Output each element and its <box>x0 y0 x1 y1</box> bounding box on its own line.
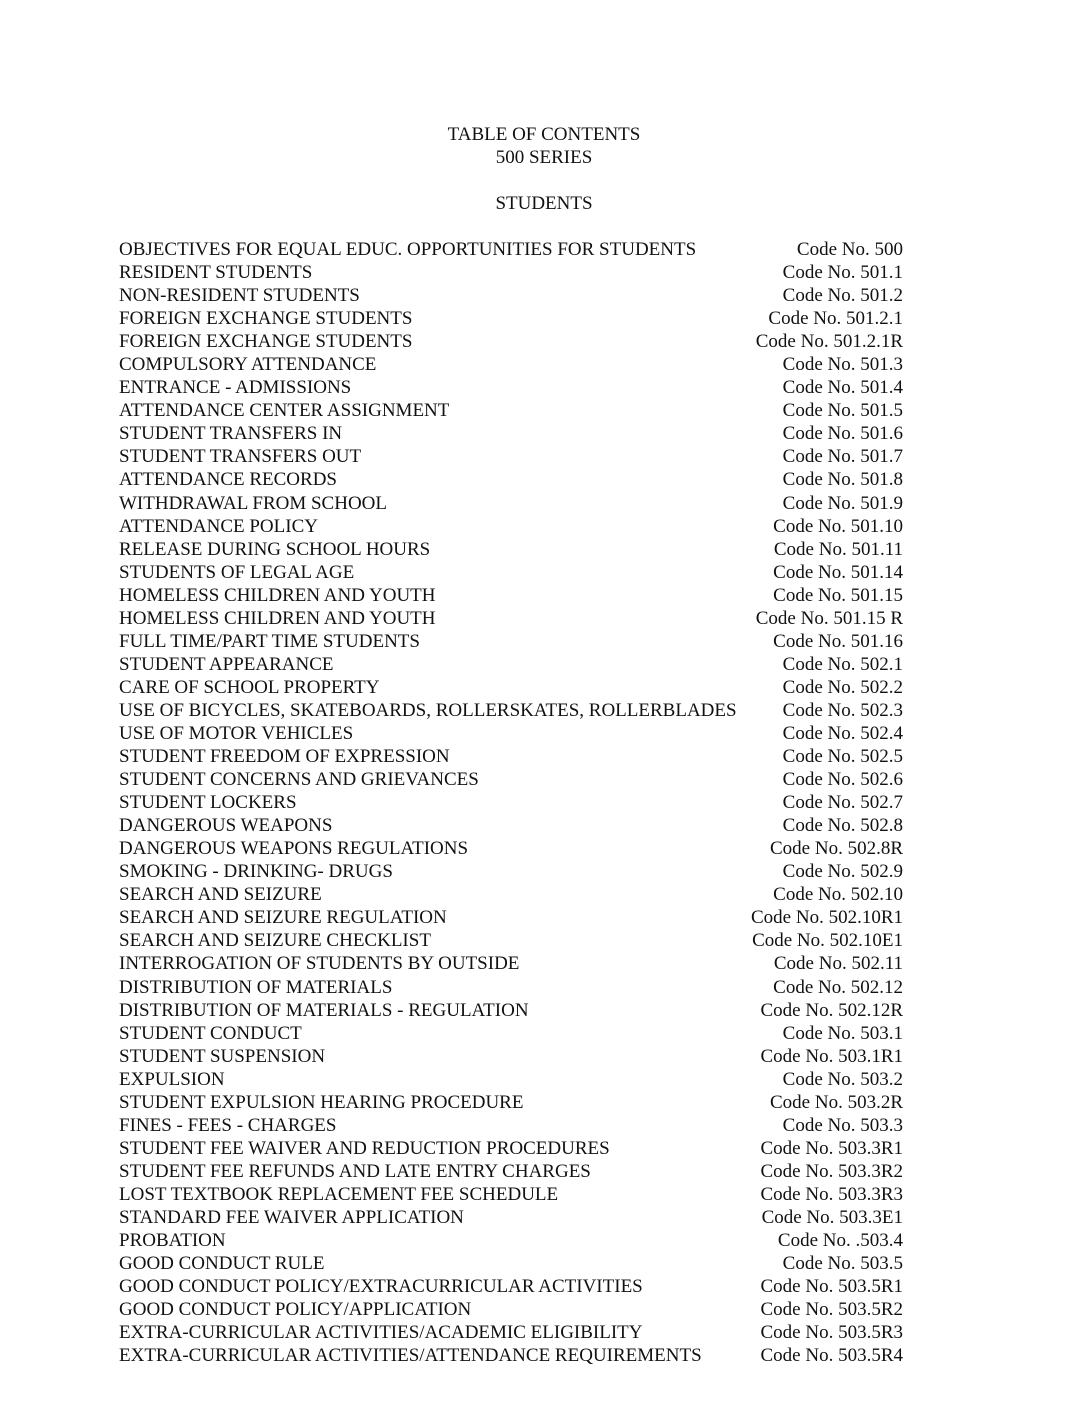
toc-entry-code: Code No. 503.3R2 <box>760 1160 903 1182</box>
toc-entry-title: LOST TEXTBOOK REPLACEMENT FEE SCHEDULE <box>119 1183 559 1205</box>
toc-entry-code: Code No. 503.3R1 <box>760 1137 903 1159</box>
toc-entry-title: ATTENDANCE CENTER ASSIGNMENT <box>119 400 450 422</box>
toc-entry-title: COMPULSORY ATTENDANCE <box>119 354 377 376</box>
toc-entry-code: Code No. 502.12R <box>760 999 903 1021</box>
toc-entry-code: Code No. 501.14 <box>773 561 903 583</box>
toc-entry-code: Code No. 502.3 <box>782 699 903 721</box>
toc-entry <box>119 307 903 330</box>
toc-entry-code: Code No. 501.4 <box>782 377 903 399</box>
toc-entry-title: ENTRANCE - ADMISSIONS <box>119 377 352 399</box>
toc-entry-title: STUDENT LOCKERS <box>119 792 297 814</box>
toc-entry <box>119 1344 903 1367</box>
toc-entry-code: Code No. 501.15 R <box>755 607 903 629</box>
toc-entry-code: Code No. 502.10R1 <box>751 907 903 929</box>
toc-entry-title: HOMELESS CHILDREN AND YOUTH <box>119 584 436 606</box>
toc-entry-title: EXPULSION <box>119 1068 225 1090</box>
toc-entry-title: ATTENDANCE RECORDS <box>119 469 337 491</box>
toc-entry-title: USE OF BICYCLES, SKATEBOARDS, ROLLERSKATES, ROLLERBLADES <box>119 699 737 721</box>
toc-entry-title: NON-RESIDENT STUDENTS <box>119 285 360 307</box>
toc-entry-title: SEARCH AND SEIZURE CHECKLIST <box>119 930 431 952</box>
toc-entry <box>119 1183 903 1206</box>
toc-entry <box>119 422 903 445</box>
toc-entry-title: STUDENT FREEDOM OF EXPRESSION <box>119 746 450 768</box>
toc-entry-code: Code No. 501.3 <box>782 354 903 376</box>
toc-entry-title: FULL TIME/PART TIME STUDENTS <box>119 630 420 652</box>
toc-entry-title: STUDENT TRANSFERS IN <box>119 423 343 445</box>
toc-entry-title: DANGEROUS WEAPONS <box>119 815 333 837</box>
toc-entry-code: Code No. 501.7 <box>782 446 903 468</box>
toc-entry <box>119 1091 903 1114</box>
toc-entry <box>119 676 903 699</box>
toc-entry <box>119 1045 903 1068</box>
toc-entry-code: Code No. 501.10 <box>773 515 903 537</box>
toc-entry-code: Code No. 501.6 <box>782 423 903 445</box>
toc-entry-code: Code No. 501.2.1 <box>768 308 903 330</box>
toc-entry-title: FOREIGN EXCHANGE STUDENTS <box>119 331 413 353</box>
toc-entry-title: STUDENT CONDUCT <box>119 1022 302 1044</box>
toc-entry-code: Code No. 501.9 <box>782 492 903 514</box>
toc-entry-code: Code No. 502.1 <box>782 653 903 675</box>
toc-entry-code: Code No. 503.1 <box>782 1022 903 1044</box>
toc-entry <box>119 445 903 468</box>
toc-entry-code: Code No. 501.11 <box>773 538 903 560</box>
toc-entry <box>119 238 903 261</box>
section-heading: STUDENTS <box>495 193 593 214</box>
toc-entry <box>119 837 903 860</box>
toc-entry-title: OBJECTIVES FOR EQUAL EDUC. OPPORTUNITIES FOR STUDENTS <box>119 239 697 260</box>
toc-entry <box>119 1229 903 1252</box>
toc-entry-title: STUDENT EXPULSION HEARING PROCEDURE <box>119 1091 524 1113</box>
toc-entry-code: Code No. 502.7 <box>782 792 903 814</box>
toc-entry <box>119 330 903 353</box>
toc-entry-code: Code No. 501.8 <box>782 469 903 491</box>
toc-entry-title: DISTRIBUTION OF MATERIALS <box>119 976 393 998</box>
toc-entry <box>119 1160 903 1183</box>
toc-entry-code: Code No. 503.1R1 <box>760 1045 903 1067</box>
series-heading: 500 SERIES <box>495 147 593 168</box>
toc-entry-code: Code No. 502.10 <box>773 884 903 906</box>
toc-entry <box>119 1206 903 1229</box>
toc-entry <box>119 976 903 999</box>
toc-entry-code: Code No. 502.9 <box>782 861 903 883</box>
toc-entry-code: Code No. 502.8R <box>770 838 903 860</box>
toc-entry-title: STUDENT FEE REFUNDS AND LATE ENTRY CHARGES <box>119 1160 591 1182</box>
toc-entry-code: Code No. 503.2R <box>770 1091 903 1113</box>
toc-entry-title: GOOD CONDUCT POLICY/EXTRACURRICULAR ACTIVITIES <box>119 1276 643 1298</box>
toc-entry-code: Code No. 503.3R3 <box>760 1183 903 1205</box>
toc-entry <box>119 492 903 515</box>
toc-entry-title: HOMELESS CHILDREN AND YOUTH <box>119 607 436 629</box>
toc-entry <box>119 1022 903 1045</box>
toc-entry-code: Code No. 503.3 <box>782 1114 903 1136</box>
toc-entry-code: Code No. 503.5R4 <box>760 1345 903 1367</box>
toc-entry-title: EXTRA-CURRICULAR ACTIVITIES/ACADEMIC ELIGIBILITY <box>119 1322 643 1344</box>
toc-entry-title: FINES - FEES - CHARGES <box>119 1114 337 1136</box>
toc-entry <box>119 929 903 952</box>
toc-entry <box>119 722 903 745</box>
toc-entry <box>119 353 903 376</box>
toc-entry-code: Code No. 502.10E1 <box>752 930 903 952</box>
toc-entry-title: SEARCH AND SEIZURE <box>119 884 322 906</box>
toc-entry <box>119 999 903 1022</box>
toc-entry-code: Code No. 501.2.1R <box>755 331 903 353</box>
toc-entry <box>119 745 903 768</box>
toc-entry-title: WITHDRAWAL FROM SCHOOL <box>119 492 387 514</box>
toc-entry-title: STUDENT APPEARANCE <box>119 653 334 675</box>
toc-entry-title: GOOD CONDUCT RULE <box>119 1253 325 1275</box>
toc-entry-code: Code No. 503.5R3 <box>760 1322 903 1344</box>
toc-entry-title: STUDENT TRANSFERS OUT <box>119 446 362 468</box>
toc-entry-title: EXTRA-CURRICULAR ACTIVITIES/ATTENDANCE REQUIREMENTS <box>119 1345 702 1367</box>
toc-entry <box>119 814 903 837</box>
toc-entry <box>119 1252 903 1275</box>
toc-entry-title: RELEASE DURING SCHOOL HOURS <box>119 538 431 560</box>
toc-entry-code: Code No. 502.11 <box>773 953 903 975</box>
toc-entry <box>119 399 903 422</box>
toc-entry <box>119 538 903 561</box>
toc-entry <box>119 952 903 975</box>
toc-entry <box>119 906 903 929</box>
toc-entry <box>119 653 903 676</box>
toc-entry-code: Code No. 502.12 <box>773 976 903 998</box>
toc-entry-title: ATTENDANCE POLICY <box>119 515 318 537</box>
toc-entry-code: Code No. 501.1 <box>782 262 903 284</box>
toc-entry-title: DISTRIBUTION OF MATERIALS - REGULATION <box>119 999 529 1021</box>
toc-entry <box>119 1068 903 1091</box>
toc-entry <box>119 376 903 399</box>
toc-entry-code: Code No. 503.5R1 <box>760 1276 903 1298</box>
toc-entry-code: Code No. 500 <box>796 239 903 260</box>
toc-entry <box>119 584 903 607</box>
toc-entry <box>119 561 903 584</box>
toc-entry <box>119 607 903 630</box>
toc-entry-code: Code No. .503.4 <box>777 1230 903 1252</box>
toc-entry <box>119 699 903 722</box>
toc-entry <box>119 284 903 307</box>
toc-entry-title: SMOKING - DRINKING- DRUGS <box>119 861 393 883</box>
toc-entry <box>119 1298 903 1321</box>
toc-entry <box>119 515 903 538</box>
toc-entry-title: STUDENT FEE WAIVER AND REDUCTION PROCEDURES <box>119 1137 610 1159</box>
toc-entry-code: Code No. 502.5 <box>782 746 903 768</box>
toc-entry-title: FOREIGN EXCHANGE STUDENTS <box>119 308 413 330</box>
table-of-contents <box>119 238 903 1367</box>
toc-entry <box>119 1137 903 1160</box>
toc-entry-code: Code No. 502.8 <box>782 815 903 837</box>
toc-entry <box>119 1114 903 1137</box>
toc-entry <box>119 630 903 653</box>
toc-entry <box>119 791 903 814</box>
toc-entry-title: DANGEROUS WEAPONS REGULATIONS <box>119 838 469 860</box>
toc-entry <box>119 860 903 883</box>
toc-entry-code: Code No. 501.2 <box>782 285 903 307</box>
toc-entry-title: SEARCH AND SEIZURE REGULATION <box>119 907 447 929</box>
toc-entry-code: Code No. 503.3E1 <box>761 1206 903 1228</box>
toc-entry-title: RESIDENT STUDENTS <box>119 262 313 284</box>
toc-entry-title: STANDARD FEE WAIVER APPLICATION <box>119 1206 464 1228</box>
toc-entry-title: CARE OF SCHOOL PROPERTY <box>119 676 380 698</box>
toc-entry-title: STUDENT CONCERNS AND GRIEVANCES <box>119 769 479 791</box>
toc-entry-code: Code No. 502.6 <box>782 769 903 791</box>
toc-entry-code: Code No. 502.4 <box>782 722 903 744</box>
toc-entry <box>119 768 903 791</box>
toc-entry <box>119 468 903 491</box>
toc-entry-title: STUDENTS OF LEGAL AGE <box>119 561 355 583</box>
toc-entry-title: PROBATION <box>119 1230 226 1252</box>
toc-entry-code: Code No. 502.2 <box>782 676 903 698</box>
toc-entry-code: Code No. 503.5R2 <box>760 1299 903 1321</box>
toc-entry-code: Code No. 501.5 <box>782 400 903 422</box>
toc-entry-title: INTERROGATION OF STUDENTS BY OUTSIDE <box>119 953 520 975</box>
document-title: TABLE OF CONTENTS <box>447 124 641 145</box>
toc-entry-code: Code No. 501.15 <box>773 584 903 606</box>
toc-entry <box>119 1321 903 1344</box>
toc-entry-code: Code No. 503.5 <box>782 1253 903 1275</box>
toc-entry <box>119 1275 903 1298</box>
toc-entry <box>119 883 903 906</box>
toc-entry-title: GOOD CONDUCT POLICY/APPLICATION <box>119 1299 472 1321</box>
toc-entry-code: Code No. 503.2 <box>782 1068 903 1090</box>
toc-entry-title: STUDENT SUSPENSION <box>119 1045 326 1067</box>
toc-entry-code: Code No. 501.16 <box>773 630 903 652</box>
toc-entry-title: USE OF MOTOR VEHICLES <box>119 722 354 744</box>
toc-entry <box>119 261 903 284</box>
